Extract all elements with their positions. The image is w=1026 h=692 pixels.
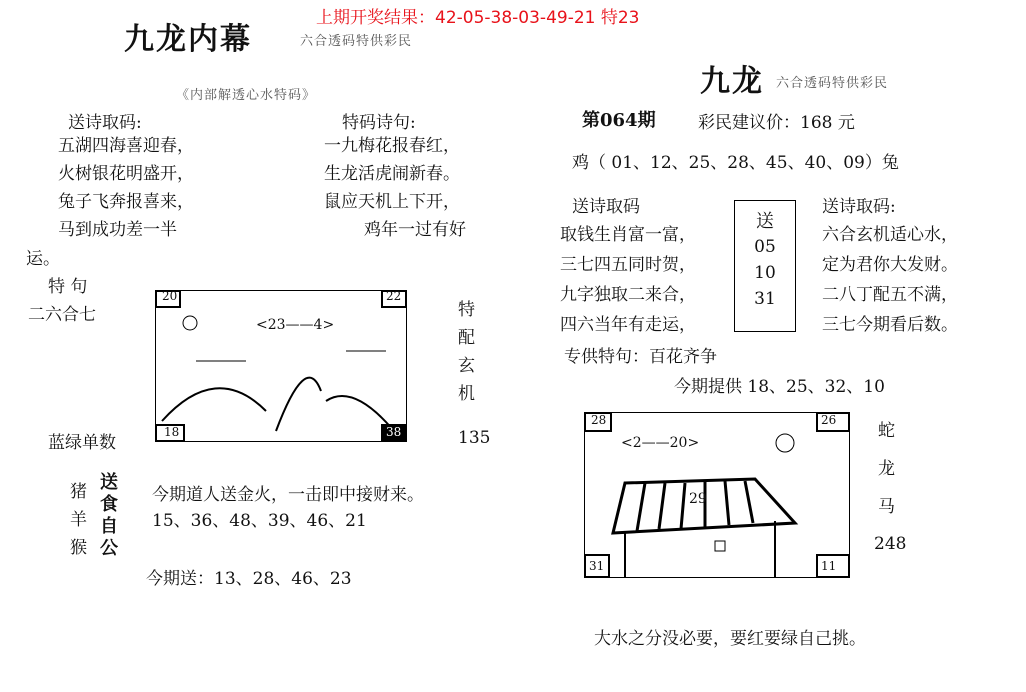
send-box-number: 05 — [754, 237, 776, 257]
animal: 马 — [878, 497, 895, 517]
picture-corner-bl: 31 — [589, 559, 605, 573]
picture-corner-tl: 20 — [162, 289, 178, 303]
vertical-char: 特 — [458, 300, 475, 320]
vertical-char: 配 — [458, 328, 475, 348]
picture-corner-br: 11 — [821, 559, 837, 573]
animal: 龙 — [878, 459, 895, 479]
special-line: 专供特句：百花齐争 — [564, 347, 717, 367]
tao-line: 今期道人送金火，一击即中接财来。 — [152, 485, 424, 505]
mountain-line — [276, 378, 321, 431]
poem-line: 九字独取二来合， — [560, 285, 696, 305]
provide-line: 今期提供 18、25、32、10 — [674, 377, 885, 397]
left-poem-a-heading: 送诗取码: — [68, 113, 142, 133]
poem-line: 鼠应天机上下开， — [324, 192, 460, 212]
left-subtitle: 六合透码特供彩民 — [300, 34, 413, 49]
right-poem-b — [822, 220, 958, 340]
poem-line: 三七四五同时贺， — [560, 255, 696, 275]
send-box-title: 送 — [756, 211, 774, 232]
poem-line: 六合玄机适心水， — [822, 225, 958, 245]
poem-line: 火树银花明盛开， — [58, 164, 194, 184]
right-picture — [584, 412, 850, 578]
poem-line: 四六当年有走运， — [560, 315, 696, 335]
numbers-line: 15、36、48、39、46、21 — [152, 511, 367, 531]
mountain-line — [162, 388, 266, 421]
left-note: 《内部解透心水特码》 — [176, 88, 317, 103]
poem-line: 一九梅花报春红， — [324, 136, 460, 156]
left-poem-a — [58, 132, 194, 244]
picture-corner-tr: 22 — [386, 289, 402, 303]
send-line: 今期送：13、28、46、23 — [146, 569, 352, 589]
animal: 蛇 — [878, 421, 895, 441]
cloud-line — [196, 351, 386, 361]
blue-green-label: 蓝绿单数 — [48, 433, 116, 453]
right-animals — [878, 412, 895, 526]
poem-line: 定为君你大发财。 — [822, 255, 958, 275]
animal: 羊 — [70, 510, 87, 530]
picture-arrow: <23——4> — [256, 317, 335, 333]
vertical-char: 机 — [458, 384, 475, 404]
window-icon — [715, 541, 725, 551]
left-picture — [155, 290, 407, 442]
left-right-vertical — [458, 296, 475, 408]
poem-line: 马到成功差一半 — [58, 220, 177, 240]
right-animal-number: 248 — [874, 534, 907, 554]
left-right-number: 135 — [458, 428, 491, 448]
right-poem-a — [560, 220, 696, 340]
send-box — [734, 200, 796, 332]
right-subtitle: 六合透码特供彩民 — [776, 76, 889, 91]
chicken-line: 鸡（ 01、12、25、28、45、40、09）兔 — [572, 153, 899, 173]
left-poem-b — [324, 132, 466, 244]
gift-words — [100, 472, 118, 560]
sun-icon — [776, 434, 794, 452]
left-title: 九龙内幕 — [124, 22, 252, 57]
left-sketch — [156, 291, 406, 441]
special-text: 二六合七 — [28, 305, 96, 325]
picture-corner-tl: 28 — [591, 413, 607, 427]
vertical-char: 玄 — [458, 356, 475, 376]
gift-word: 自 — [100, 516, 118, 537]
send-box-number: 31 — [754, 289, 776, 309]
right-poem-b-heading: 送诗取码: — [822, 197, 896, 217]
bottom-line: 大水之分没必要，要红要绿自己挑。 — [594, 629, 866, 649]
poem-line: 兔子飞奔报喜来， — [58, 192, 194, 212]
sun-icon — [183, 316, 197, 330]
picture-mid-number: 29 — [689, 491, 707, 507]
left-poem-b-heading: 特码诗句: — [342, 113, 416, 133]
right-poem-a-heading: 送诗取码 — [572, 197, 640, 217]
poem-line: 鸡年一过有好 — [364, 220, 466, 240]
left-animals — [70, 478, 87, 562]
gift-word: 食 — [100, 494, 118, 515]
price: 彩民建议价：168 元 — [698, 113, 855, 133]
poem-line: 三七今期看后数。 — [822, 315, 958, 335]
special-heading: 特 句 — [48, 277, 88, 297]
picture-corner-tr: 26 — [821, 413, 837, 427]
picture-corner-bl: 18 — [164, 425, 180, 439]
previous-result: 上期开奖结果：42-05-38-03-49-21 特23 — [316, 8, 640, 28]
send-box-number: 10 — [754, 263, 776, 283]
gift-word: 公 — [100, 538, 118, 559]
picture-arrow: <2——20> — [621, 435, 700, 451]
poem-line: 五湖四海喜迎春， — [58, 136, 194, 156]
issue-number: 第064期 — [582, 110, 656, 131]
poem-line: 生龙活虎闹新春。 — [324, 164, 460, 184]
picture-corner-br: 38 — [386, 425, 402, 439]
poem-line: 二八丁配五不满， — [822, 285, 958, 305]
left-poem-b-continuation: 运。 — [26, 249, 60, 269]
animal: 猴 — [70, 538, 87, 558]
animal: 猪 — [70, 482, 87, 502]
right-title: 九龙 — [700, 64, 764, 99]
poem-line: 取钱生肖富一富， — [560, 225, 696, 245]
gift-word: 送 — [100, 472, 118, 493]
